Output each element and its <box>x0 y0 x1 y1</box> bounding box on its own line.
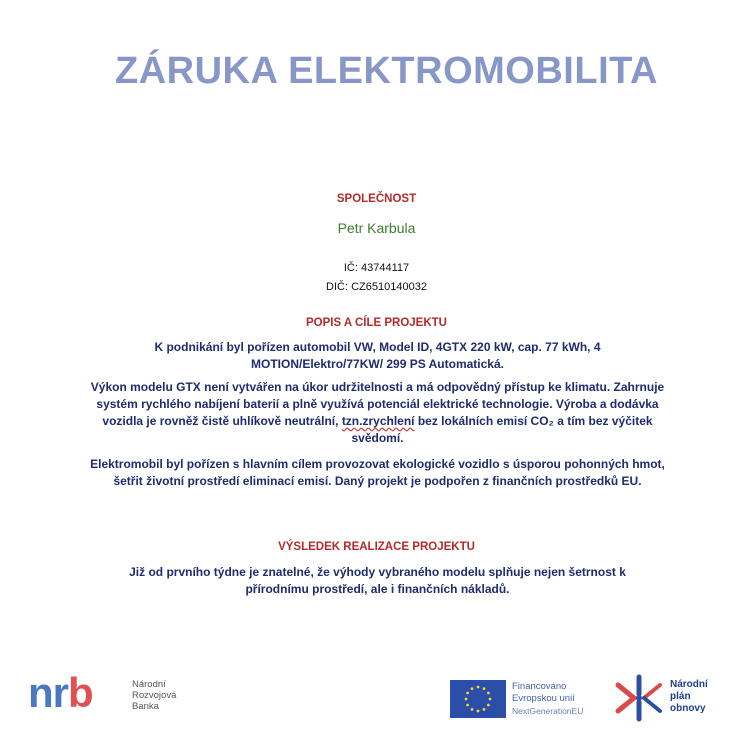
company-ic: IČ: 43744117 <box>343 262 410 274</box>
npo-logo <box>612 665 742 725</box>
company-name: Petr Karbula <box>337 220 416 236</box>
company-dic: DIČ: CZ6510140032 <box>326 281 427 293</box>
page-title: ZÁRUKA ELEKTROMOBILITA <box>115 50 658 92</box>
project-paragraph-2-part-a: Výkon modelu GTX není vytvářen na úkor udržitelnosti a má odpovědný přístup ke klimatu. Zahrnuje systém rychlého nabíjení baterií a plně využívá potenciál elektrické technologie. Výroba a dodávka vozidla je rovněž čistě uhlíkově neutrální, <box>90 380 665 428</box>
company-heading: SPOLEČNOST <box>336 193 417 205</box>
npo-text: Národní plán obnovy <box>670 679 708 714</box>
result-paragraph: Již od prvního týdne je znatelné, že výhody vybraného modelu splňuje nejen šetrnost k přírodnímu prostředí, ale i finančních nákladů. <box>129 565 626 596</box>
project-paragraph-2-part-c: bez lokálních emisí CO₂ a tím bez výčitek svědomí. <box>351 414 653 445</box>
npo-star-icon <box>612 673 666 723</box>
project-heading: POPIS A CÍLE PROJEKTU <box>305 317 447 329</box>
project-paragraph-3: Elektromobil byl pořízen s hlavním cílem provozovat ekologické vozidlo s úsporou pohonných hmot, šetřit životní prostředí eliminací emisí. Daný projekt je podpořen z finančních prostředků EU. <box>90 457 665 488</box>
nrb-logo <box>28 665 218 725</box>
eu-funding-logo <box>450 665 600 725</box>
eu-flag-icon <box>450 680 506 718</box>
nrb-logo-mark: nrb <box>28 669 93 716</box>
spellcheck-word: tzn.zrychlení <box>341 414 415 428</box>
eu-funding-text: Financováno Evropskou unií NextGenerationEU <box>512 681 584 716</box>
nrb-logo-text: Národní Rozvojová Banka <box>132 679 177 712</box>
project-paragraph-1: K podnikání byl pořízen automobil VW, Model ID, 4GTX 220 kW, cap. 77 kWh, 4 MOTION/Elektro/77KW/ 299 PS Automatická. <box>154 340 601 371</box>
project-paragraph-2 <box>90 379 665 447</box>
result-heading: VÝSLEDEK REALIZACE PROJEKTU <box>278 541 475 553</box>
